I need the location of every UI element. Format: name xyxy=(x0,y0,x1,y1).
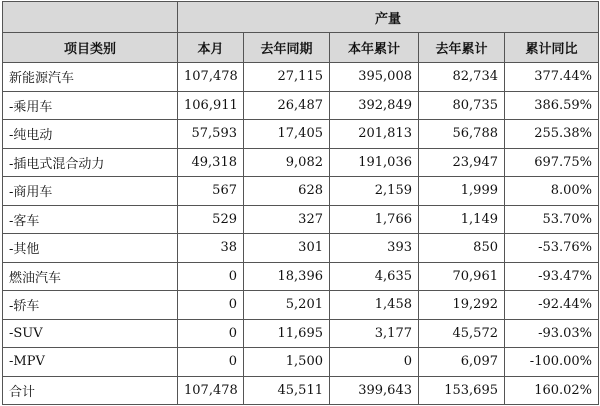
cell-ytd: 2,159 xyxy=(330,177,419,206)
column-header-last-year-ytd: 去年累计 xyxy=(419,33,505,63)
cell-category: -轿车 xyxy=(3,291,178,320)
table-row xyxy=(3,234,599,263)
cell-ytd-yoy: 8.00% xyxy=(505,177,599,206)
cell-ytd: 395,008 xyxy=(330,63,419,92)
table-body xyxy=(3,63,599,405)
table-row xyxy=(3,148,599,177)
cell-ytd-yoy: -93.47% xyxy=(505,262,599,291)
cell-last-year-ytd: 23,947 xyxy=(419,148,505,177)
table-row xyxy=(3,262,599,291)
cell-last-year-ytd: 19,292 xyxy=(419,291,505,320)
cell-last-year-ytd: 1,999 xyxy=(419,177,505,206)
column-header-ytd-yoy: 累计同比 xyxy=(505,33,599,63)
cell-last-year-ytd: 6,097 xyxy=(419,348,505,377)
cell-last-year-period: 327 xyxy=(244,205,330,234)
cell-last-year-period: 11,695 xyxy=(244,319,330,348)
cell-this-month: 57,593 xyxy=(178,120,244,149)
table-row xyxy=(3,205,599,234)
cell-last-year-ytd: 70,961 xyxy=(419,262,505,291)
cell-ytd: 0 xyxy=(330,348,419,377)
cell-category: -客车 xyxy=(3,205,178,234)
cell-ytd: 201,813 xyxy=(330,120,419,149)
cell-category: -MPV xyxy=(3,348,178,377)
cell-this-month: 0 xyxy=(178,262,244,291)
column-header-this-month: 本月 xyxy=(178,33,244,63)
cell-last-year-period: 301 xyxy=(244,234,330,263)
cell-ytd: 393 xyxy=(330,234,419,263)
cell-this-month: 107,478 xyxy=(178,376,244,405)
cell-category: -SUV xyxy=(3,319,178,348)
super-header-row xyxy=(3,2,599,33)
cell-last-year-ytd: 45,572 xyxy=(419,319,505,348)
cell-ytd-yoy: 255.38% xyxy=(505,120,599,149)
column-header-ytd: 本年累计 xyxy=(330,33,419,63)
cell-category: -乘用车 xyxy=(3,91,178,120)
cell-last-year-ytd: 82,734 xyxy=(419,63,505,92)
table-row xyxy=(3,319,599,348)
cell-this-month: 107,478 xyxy=(178,63,244,92)
cell-category: -纯电动 xyxy=(3,120,178,149)
cell-this-month: 49,318 xyxy=(178,148,244,177)
table-row xyxy=(3,348,599,377)
column-header-category: 项目类别 xyxy=(3,33,178,63)
cell-last-year-period: 1,500 xyxy=(244,348,330,377)
table-header xyxy=(3,2,599,63)
cell-category: -插电式混合动力 xyxy=(3,148,178,177)
table-row xyxy=(3,177,599,206)
table-row xyxy=(3,63,599,92)
table-row xyxy=(3,376,599,405)
cell-ytd: 3,177 xyxy=(330,319,419,348)
cell-this-month: 0 xyxy=(178,348,244,377)
table-row xyxy=(3,291,599,320)
cell-category: -商用车 xyxy=(3,177,178,206)
cell-last-year-period: 27,115 xyxy=(244,63,330,92)
cell-last-year-ytd: 153,695 xyxy=(419,376,505,405)
cell-last-year-ytd: 850 xyxy=(419,234,505,263)
cell-this-month: 0 xyxy=(178,291,244,320)
cell-last-year-period: 628 xyxy=(244,177,330,206)
cell-last-year-period: 17,405 xyxy=(244,120,330,149)
cell-ytd-yoy: 160.02% xyxy=(505,376,599,405)
column-header-row xyxy=(3,33,599,63)
cell-this-month: 0 xyxy=(178,319,244,348)
cell-ytd-yoy: 53.70% xyxy=(505,205,599,234)
cell-ytd: 1,458 xyxy=(330,291,419,320)
cell-category: 合计 xyxy=(3,376,178,405)
table-row xyxy=(3,91,599,120)
cell-last-year-ytd: 80,735 xyxy=(419,91,505,120)
cell-ytd-yoy: 697.75% xyxy=(505,148,599,177)
cell-ytd: 191,036 xyxy=(330,148,419,177)
cell-ytd: 392,849 xyxy=(330,91,419,120)
cell-this-month: 106,911 xyxy=(178,91,244,120)
cell-ytd-yoy: 386.59% xyxy=(505,91,599,120)
cell-this-month: 529 xyxy=(178,205,244,234)
cell-ytd-yoy: -93.03% xyxy=(505,319,599,348)
cell-category: 新能源汽车 xyxy=(3,63,178,92)
cell-this-month: 567 xyxy=(178,177,244,206)
cell-last-year-period: 26,487 xyxy=(244,91,330,120)
cell-last-year-period: 45,511 xyxy=(244,376,330,405)
cell-category: -其他 xyxy=(3,234,178,263)
cell-ytd: 1,766 xyxy=(330,205,419,234)
cell-ytd-yoy: -53.76% xyxy=(505,234,599,263)
production-table xyxy=(2,1,599,405)
cell-last-year-ytd: 56,788 xyxy=(419,120,505,149)
cell-ytd-yoy: -92.44% xyxy=(505,291,599,320)
cell-last-year-period: 18,396 xyxy=(244,262,330,291)
cell-ytd-yoy: -100.00% xyxy=(505,348,599,377)
cell-this-month: 38 xyxy=(178,234,244,263)
table-row xyxy=(3,120,599,149)
cell-last-year-period: 9,082 xyxy=(244,148,330,177)
cell-last-year-ytd: 1,149 xyxy=(419,205,505,234)
super-header-empty xyxy=(3,2,178,33)
cell-category: 燃油汽车 xyxy=(3,262,178,291)
column-header-last-year-period: 去年同期 xyxy=(244,33,330,63)
cell-last-year-period: 5,201 xyxy=(244,291,330,320)
cell-ytd-yoy: 377.44% xyxy=(505,63,599,92)
super-header-production: 产量 xyxy=(178,2,599,33)
cell-ytd: 4,635 xyxy=(330,262,419,291)
cell-ytd: 399,643 xyxy=(330,376,419,405)
